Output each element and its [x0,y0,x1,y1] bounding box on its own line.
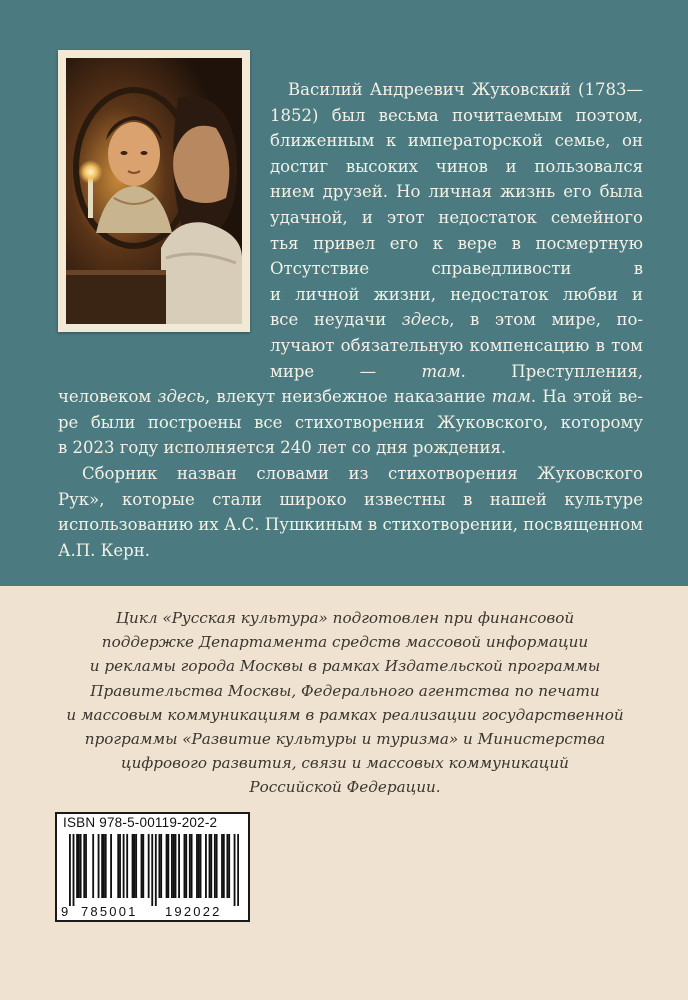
barcode-bar [105,834,107,898]
barcode-bar [205,834,207,898]
text-segment: 1852) был весьма почитаемым поэтом, [270,106,643,125]
text-line [58,512,643,537]
barcode-bar [158,834,160,898]
barcode-bar [92,834,94,898]
barcode-bar [160,834,162,898]
text-line [270,333,643,358]
barcode-bar [198,834,200,898]
barcode-bars [69,834,239,906]
text-italic: там [421,362,461,381]
barcode-bar [167,834,169,898]
text-italic: здесь [401,310,450,329]
text-segment: Отсутствие справедливости в [270,259,643,278]
barcode-bar [83,834,85,898]
barcode-bar [223,834,225,898]
text-segment: достиг высоких чинов и пользовался [270,157,643,176]
text-italic: здесь [157,387,205,406]
barcode-bar [148,834,150,898]
barcode-bar [171,834,173,898]
barcode-bar [209,834,211,898]
credits-line: цифрового развития, связи и массовых коммуникаций [121,754,569,773]
barcode-bar [123,834,125,898]
text-segment: использованию их А.С. Пушкиным в стихотворении, посвященном [58,515,643,534]
credits-line: Цикл «Русская культура» подготовлен при финансовой [115,609,575,627]
text-line [270,128,643,153]
text-segment: мире — [270,362,422,381]
text-italic: там [491,387,531,406]
text-line [270,307,643,332]
barcode-bar [237,834,239,906]
text-line [270,179,643,204]
credits-line: Правительства Москвы, Федерального агентства по печати [90,681,600,700]
text-segment: А.П. Керн. [58,541,150,560]
barcode-bar [166,834,168,898]
text-segment: ближенным к императорской семье, он [270,131,643,150]
isbn-barcode [55,812,250,922]
text-line [270,359,643,384]
text-segment: , влекут неизбежное наказание [204,387,492,406]
barcode-bar [221,834,223,898]
barcode-bar [135,834,137,898]
credits-line: и массовым коммуникациям в рамках реализации государственной [66,705,624,724]
barcode-bar [216,834,218,898]
barcode-bar [142,834,144,898]
barcode-bar [151,834,153,906]
text-line [270,256,643,281]
text-line [58,410,643,435]
text-segment: в 2023 году исполняется 240 лет со дня рождения. [58,438,507,457]
text-line [58,435,643,460]
barcode-digits-left: 785001 [81,904,138,919]
text-segment: ре были построены все стихотворения Жуковского, которому [58,413,643,432]
text-segment: Рук», которые стали широко известны в нашей культуре [58,490,643,509]
credits-line: поддержке Департамента средств массовой информации [101,633,589,652]
text-segment: . Преступления, [460,362,643,381]
barcode-bar [117,834,119,898]
barcode-bar [196,834,198,898]
credits-line: Российской Федерации. [249,778,441,797]
credits-line: программы «Развитие культуры и туризма» и Министерства [84,730,606,749]
barcode-digits-right: 192022 [165,904,222,919]
text-segment: и личной жизни, недостаток любви и [270,285,643,304]
text-line [288,77,643,102]
text-line [58,384,643,409]
text-segment: Василий Андреевич Жуковский (1783— [288,80,643,99]
barcode-bar [133,834,135,898]
barcode-bar [141,834,143,898]
text-line [58,538,643,563]
text-segment: все неудачи [270,310,402,329]
barcode-bar [178,834,180,898]
barcode-bar [101,834,103,898]
barcode-bar [103,834,105,898]
barcode-bar [126,834,128,898]
credits-block [40,606,650,800]
text-line [270,154,643,179]
text-segment: . На этой ве- [530,387,643,406]
barcode-bar [191,834,193,898]
text-segment: человеком [58,387,158,406]
barcode-digit-first: 9 [61,904,69,919]
barcode-bar [175,834,177,898]
barcode-bar [98,834,100,898]
barcode-bar [132,834,134,898]
barcode-bar [69,834,71,906]
painting-image [66,58,242,324]
text-segment: тья привел его к вере в посмертную [270,234,643,253]
barcode-bar [76,834,78,898]
barcode-bar [184,834,186,898]
barcode-bar [78,834,80,898]
barcode-bar [226,834,228,898]
text-line [58,487,643,512]
credits-line: и рекламы города Москвы в рамках Издательской программы [89,657,601,676]
barcode-bar [200,834,202,898]
barcode-bar [119,834,121,898]
text-segment: лучают обязательную компенсацию в том [270,336,643,355]
barcode-bar [189,834,191,898]
text-segment: удачной, и этот недостаток семейного [270,208,643,227]
text-line [270,103,643,128]
barcode-bar [214,834,216,898]
text-line [270,205,643,230]
barcode-bar [80,834,82,898]
text-segment: Сборник назван словами из стихотворения Жуковского [82,464,643,483]
barcode-bar [73,834,75,906]
painting-illustration [58,50,250,332]
text-segment: нием друзей. Но личная жизнь его была [270,182,643,201]
text-line [270,231,643,256]
text-line [270,282,643,307]
barcode-bar [85,834,87,898]
barcode-bar [110,834,112,898]
barcode-bar [185,834,187,898]
barcode-bar [234,834,236,906]
text-line [82,461,643,486]
barcode-bar [155,834,157,906]
barcode-bar [228,834,230,898]
isbn-label: ISBN 978-5-00119-202-2 [63,815,218,830]
barcode-bar [173,834,175,898]
barcode-bar [210,834,212,898]
text-segment: , в этом мире, по- [449,310,643,329]
